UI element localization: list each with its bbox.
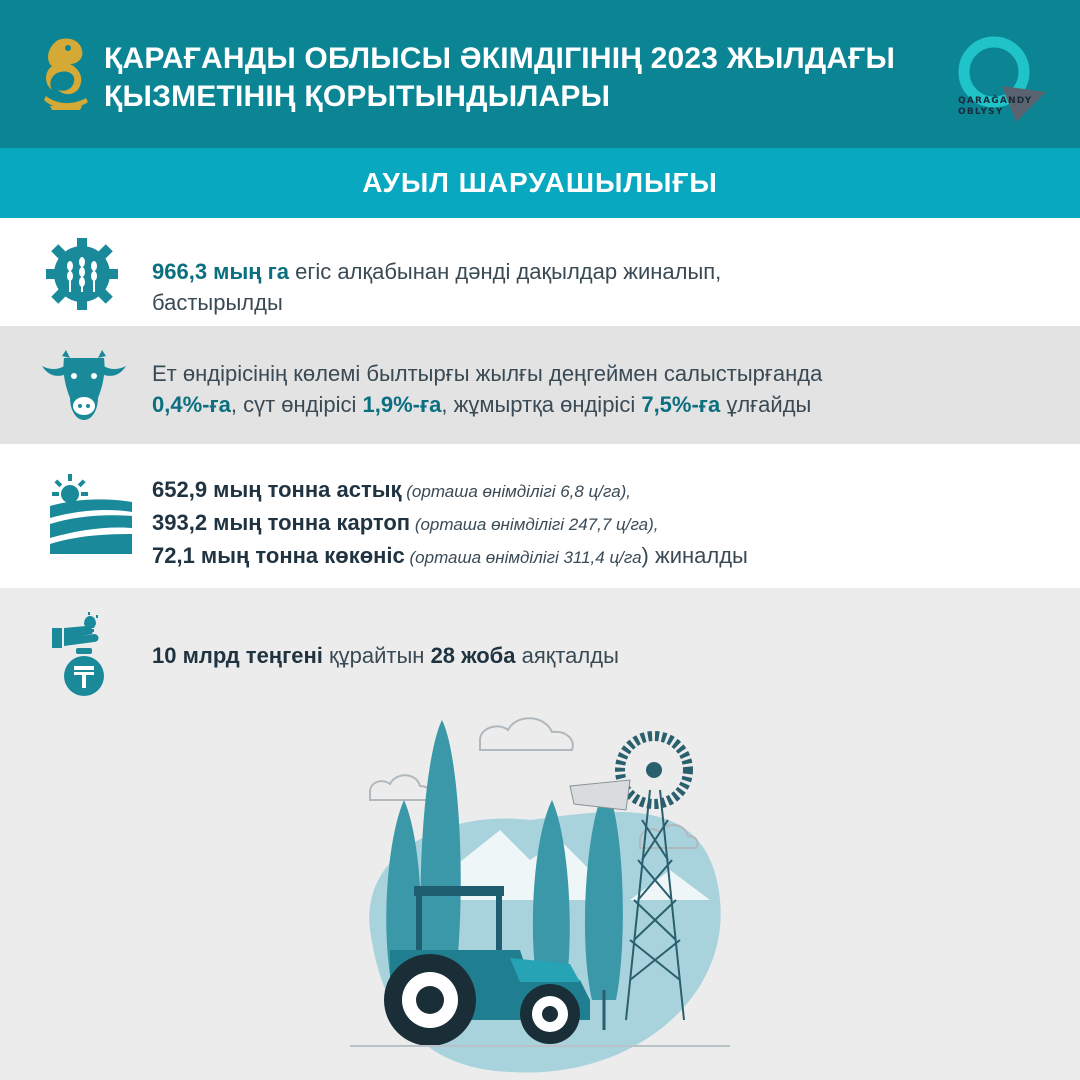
brand-line-1: QARAĞANDY bbox=[958, 96, 1033, 106]
item-text-part: егіс алқабынан дәнді дақылдар жиналып, bbox=[289, 259, 722, 284]
highlight-value: 1,9%-ға bbox=[362, 392, 442, 417]
highlight-value: 10 млрд теңгені bbox=[152, 643, 323, 668]
item-text-part: бастырылды bbox=[152, 290, 283, 315]
list-item bbox=[0, 218, 1080, 326]
item-text bbox=[152, 256, 721, 318]
item-text-part: аяқталды bbox=[515, 643, 619, 668]
item-text bbox=[152, 640, 619, 671]
hand-money-bulb-icon bbox=[50, 612, 114, 698]
title-line-1: ҚАРАҒАНДЫ ОБЛЫСЫ ӘКІМДІГІНІҢ 2023 ЖЫЛДАҒЫ bbox=[104, 42, 896, 75]
brand-line-2: OBLYSY bbox=[958, 107, 1004, 117]
harvest-value: 72,1 мың тонна көкөніс bbox=[152, 543, 405, 568]
harvest-value: 652,9 мың тонна астық bbox=[152, 477, 402, 502]
title-line-2: ҚЫЗМЕТІНІҢ ҚОРЫТЫНДЫЛАРЫ bbox=[104, 80, 611, 113]
sunrise-field-icon bbox=[48, 472, 132, 554]
yield-note: (орташа өнімділігі 311,4 ц/га bbox=[404, 548, 642, 567]
item-text-part: Ет өндірісінің көлемі былтырғы жылғы деңгеймен салыстырғанда bbox=[152, 361, 823, 386]
section-bar bbox=[0, 148, 1080, 218]
wheat-gear-icon bbox=[44, 236, 120, 312]
highlight-value: 7,5%-ға bbox=[641, 392, 721, 417]
highlight-value: 28 жоба bbox=[430, 643, 516, 668]
item-text-part: , жұмыртқа өндірісі bbox=[441, 392, 642, 417]
item-text bbox=[152, 474, 748, 573]
item-text-part: құрайтын bbox=[322, 643, 431, 668]
list-item bbox=[0, 444, 1080, 588]
yield-note: (орташа өнімділігі 247,7 ц/га), bbox=[410, 515, 659, 534]
highlight-value: 0,4%-ға bbox=[152, 392, 231, 417]
snow-leopard-emblem-icon bbox=[38, 36, 94, 114]
item-text-part: ұлғайды bbox=[720, 392, 812, 417]
section-title: АУЫЛ ШАРУАШЫЛЫҒЫ bbox=[362, 167, 718, 198]
brand-text bbox=[958, 96, 1033, 118]
page-title bbox=[104, 40, 954, 116]
item-text-part: ) жиналды bbox=[641, 543, 748, 568]
yield-note: (орташа өнімділігі 6,8 ц/га), bbox=[401, 482, 632, 501]
list-item bbox=[0, 326, 1080, 444]
harvest-value: 393,2 мың тонна картоп bbox=[152, 510, 411, 535]
highlight-value: 966,3 мың га bbox=[152, 259, 290, 284]
tractor-farm-illustration bbox=[330, 700, 750, 1080]
cow-head-icon bbox=[40, 348, 128, 424]
header bbox=[0, 0, 1080, 148]
item-text bbox=[152, 358, 822, 420]
item-text-part: , сүт өндірісі bbox=[230, 392, 363, 417]
